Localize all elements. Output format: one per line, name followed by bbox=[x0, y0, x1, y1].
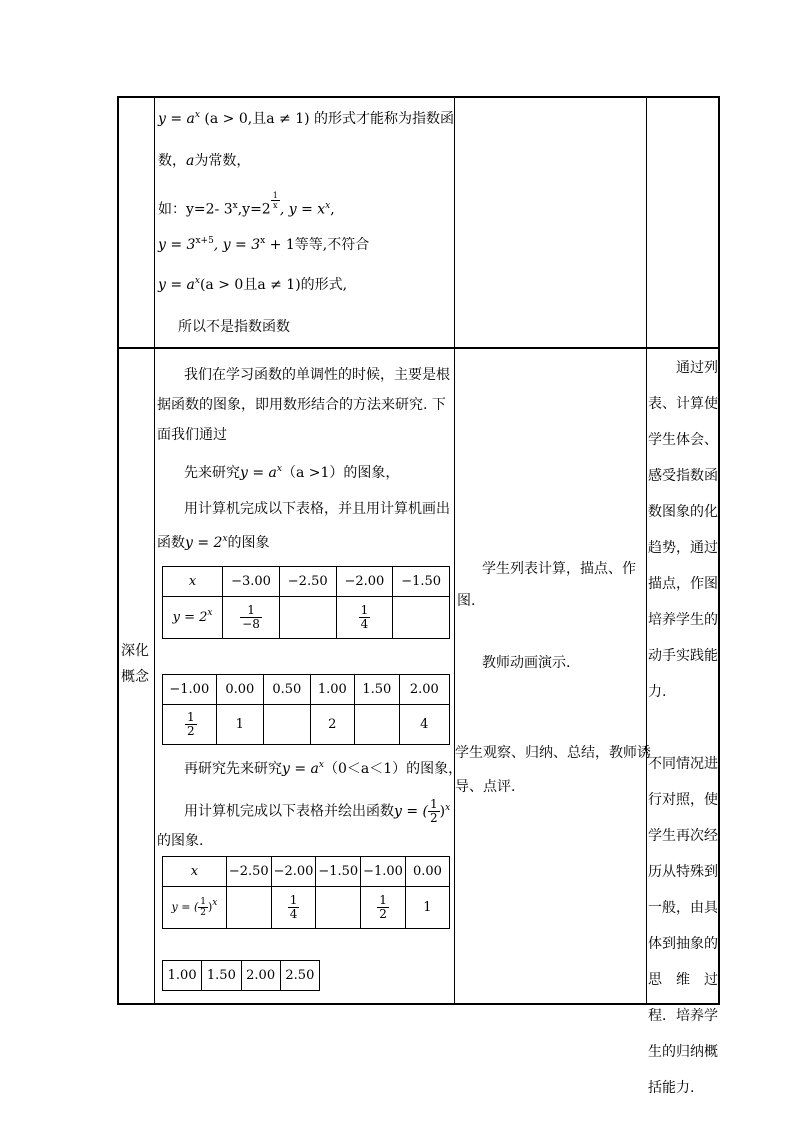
table-cell bbox=[279, 597, 336, 639]
table-cell: −1.50 bbox=[393, 567, 450, 597]
col-left-border bbox=[117, 96, 119, 1005]
table-cell: $\frac{1}{2}$ bbox=[361, 887, 406, 929]
table-cell: 2.00 bbox=[241, 961, 280, 991]
student-activity-1: 学生列表计算，描点、作 bbox=[482, 561, 636, 577]
para1-line2: 据函数的图象，即用数形结合的方法来研究. 下 bbox=[157, 397, 446, 413]
table-y-2x-part1 bbox=[162, 566, 450, 639]
table-cell: −1.00 bbox=[163, 675, 217, 705]
para6: 用计算机完成以下表格并绘出函数y = ( $\frac{1}{2}$ )$^x$ bbox=[184, 797, 451, 825]
table-cell: 0.00 bbox=[405, 857, 449, 887]
row1-line1: $y = a^x$ (a > 0,且a ≠ 1) 的形式才能称为指数函 bbox=[158, 110, 455, 127]
table-cell: 1.00 bbox=[163, 961, 202, 991]
table-y-half-x-part1 bbox=[162, 856, 450, 929]
table-cell: 4 bbox=[399, 705, 449, 745]
table-cell: −2.50 bbox=[226, 857, 271, 887]
para1-line1: 我们在学习函数的单调性的时候，主要是根 bbox=[184, 367, 450, 383]
row1-line3: 如：y=2- $3^x,y=2$ $\frac{1}{x}$ , $y = x^x$, bbox=[158, 191, 335, 218]
row1-line6: 所以不是指数函数 bbox=[178, 319, 290, 335]
table-cell bbox=[393, 597, 450, 639]
table-cell: $\frac{1}{-8}$ bbox=[223, 597, 280, 639]
table-cell bbox=[316, 887, 361, 929]
col-divider-1 bbox=[154, 96, 155, 1005]
para3: 用计算机完成以下表格，并且用计算机画出 bbox=[184, 501, 450, 517]
table-cell: 0.50 bbox=[264, 675, 310, 705]
table-cell: $\frac{1}{4}$ bbox=[336, 597, 393, 639]
row-divider bbox=[117, 347, 720, 349]
table-cell: −2.00 bbox=[336, 567, 393, 597]
table-cell: 2 bbox=[310, 705, 355, 745]
col-right-border bbox=[718, 96, 720, 1005]
table-cell bbox=[355, 705, 400, 745]
table-cell: −1.00 bbox=[361, 857, 406, 887]
table-cell: 2.00 bbox=[399, 675, 449, 705]
student-activity-2: 图. bbox=[457, 593, 476, 609]
table-cell: 1.00 bbox=[310, 675, 355, 705]
table-cell: 1 bbox=[405, 887, 449, 929]
student-activity-4: 导、点评. bbox=[455, 779, 516, 795]
row1-line5: $y = a^x(a > 0$且a ≠ 1)的形式, bbox=[158, 276, 348, 293]
table-cell: 1.50 bbox=[202, 961, 241, 991]
section-label: 深化 概念 bbox=[121, 643, 149, 685]
table-cell: −1.50 bbox=[316, 857, 361, 887]
table-cell: 2.50 bbox=[280, 961, 319, 991]
table-cell: $\frac{1}{4}$ bbox=[271, 887, 316, 929]
table-cell: $\frac{1}{2}$ bbox=[163, 705, 217, 745]
table-cell: −2.50 bbox=[279, 567, 336, 597]
design-intent: 通过列 表、计算使 学生体会、 感受指数函 数图象的化 趋势，通过 描点，作图 培养学生的 动手实践能 力. 不同情况进 行对照，使 学生再次经 历从特殊到 一般，由具 体到抽象的 思 维 过 程．培养学 生的归纳概 括能力. bbox=[648, 360, 718, 1096]
table-header-x: x bbox=[163, 857, 227, 887]
row1-line2: 数，a为常数， bbox=[158, 153, 251, 169]
col-divider-2 bbox=[454, 96, 455, 1005]
para7: 的图象. bbox=[157, 833, 204, 849]
table-bottom-border bbox=[117, 1003, 720, 1005]
col-divider-3 bbox=[646, 96, 647, 1005]
table-y-half-x-part2 bbox=[162, 960, 320, 991]
table-cell: −2.00 bbox=[271, 857, 316, 887]
table-row-label: y = ( $\frac{1}{2}$ )$^x$ bbox=[163, 887, 227, 929]
table-cell: −3.00 bbox=[223, 567, 280, 597]
table-cell: 0.00 bbox=[216, 675, 263, 705]
table-cell: 1 bbox=[216, 705, 263, 745]
para5: 再研究先来研究$y = a^x(0<a<1)$的图象， bbox=[184, 760, 463, 777]
teacher-activity: 教师动画演示. bbox=[482, 655, 571, 671]
table-cell bbox=[264, 705, 310, 745]
table-top-border bbox=[117, 96, 720, 98]
para2: 先来研究$y = a^x(a >1)$的图象， bbox=[184, 464, 400, 481]
table-header-x: x bbox=[163, 567, 223, 597]
row1-line4: $y = 3^{x+5}$, $y = 3^x + 1$等等,不符合 bbox=[158, 236, 370, 253]
para4: 函数$y = 2^x$的图象 bbox=[157, 534, 270, 551]
student-activity-3: 学生观察、归纳、总结，教师诱 bbox=[455, 745, 651, 761]
para1-line3: 面我们通过 bbox=[157, 427, 227, 443]
table-cell bbox=[226, 887, 271, 929]
table-cell: 1.50 bbox=[355, 675, 400, 705]
table-row-label: $y = 2^x$ bbox=[163, 597, 223, 639]
table-y-2x-part2 bbox=[162, 674, 450, 745]
